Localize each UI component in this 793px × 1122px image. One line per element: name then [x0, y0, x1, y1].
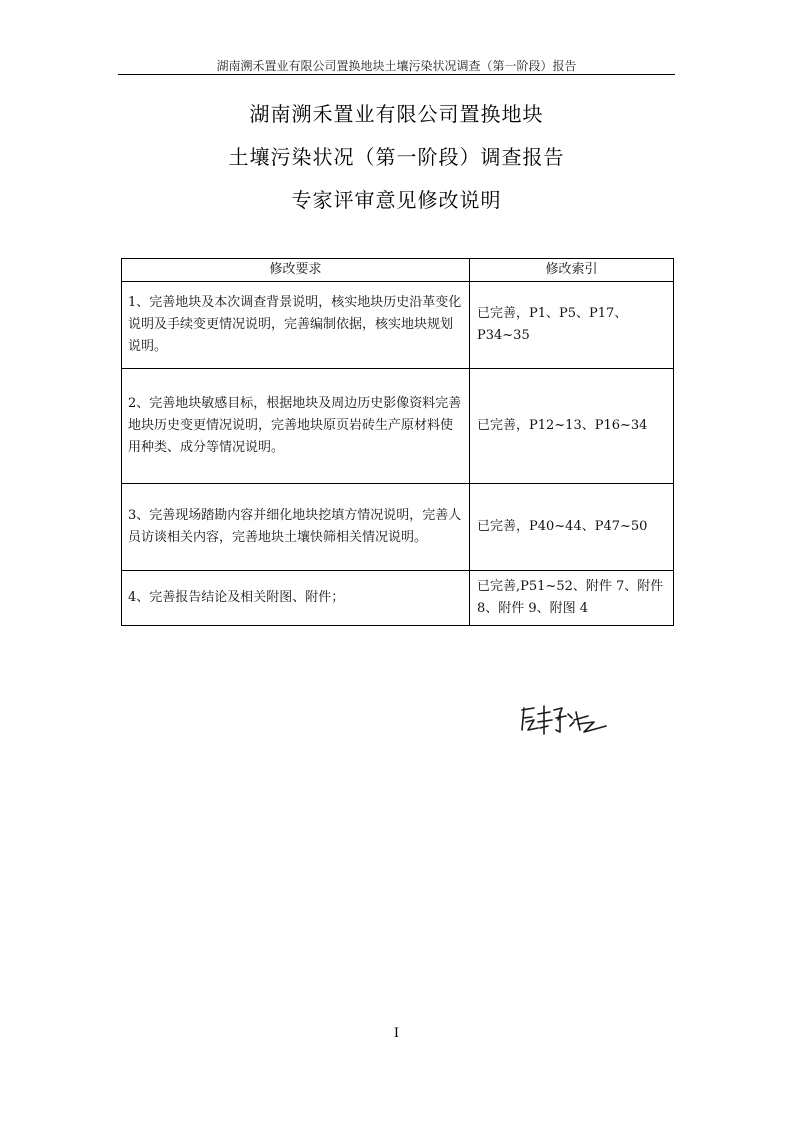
requirement-cell: 1、完善地块及本次调查背景说明，核实地块历史沿革变化说明及手续变更情况说明，完善编制依据，核实地块规划说明。 — [122, 282, 470, 369]
requirement-cell: 2、完善地块敏感目标，根据地块及周边历史影像资料完善地块历史变更情况说明，完善地块原页岩砖生产原材料使用种类、成分等情况说明。 — [122, 369, 470, 484]
document-title-line-2: 土壤污染状况（第一阶段）调查报告 — [228, 145, 565, 169]
table-row — [122, 369, 674, 484]
document-title-line-3: 专家评审意见修改说明 — [291, 188, 502, 212]
requirement-cell: 4、完善报告结论及相关附图、附件； — [122, 571, 470, 626]
column-header-index: 修改索引 — [470, 259, 674, 282]
index-cell: 已完善，P1、P5、P17、P34~35 — [470, 282, 674, 369]
document-title-line-1: 湖南溯禾置业有限公司置换地块 — [249, 102, 544, 126]
table-header-row — [122, 259, 674, 282]
handwritten-signature — [514, 700, 614, 740]
revision-table — [121, 258, 674, 626]
table-row — [122, 484, 674, 571]
index-cell: 已完善，P12~13、P16~34 — [470, 369, 674, 484]
table-row — [122, 571, 674, 626]
column-header-requirement: 修改要求 — [122, 259, 470, 282]
header-divider — [118, 74, 675, 75]
table-row — [122, 282, 674, 369]
index-cell: 已完善,P51~52、附件 7、附件 8、附件 9、附图 4 — [470, 571, 674, 626]
page-number: I — [393, 1026, 400, 1041]
running-header: 湖南溯禾置业有限公司置换地块土壤污染状况调查（第一阶段）报告 — [216, 59, 577, 73]
requirement-cell: 3、完善现场踏勘内容并细化地块挖填方情况说明，完善人员访谈相关内容，完善地块土壤快筛相关情况说明。 — [122, 484, 470, 571]
index-cell: 已完善，P40~44、P47~50 — [470, 484, 674, 571]
